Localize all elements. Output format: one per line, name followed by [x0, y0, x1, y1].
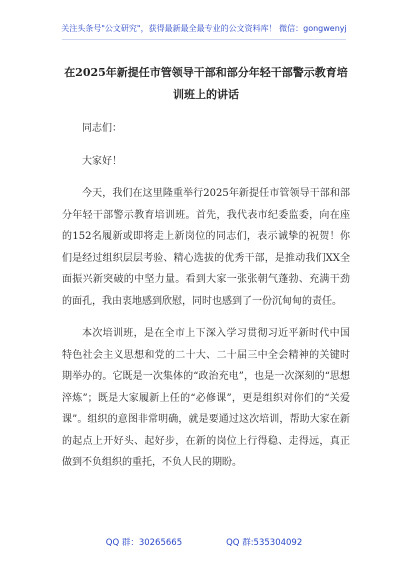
greeting-hello: 大家好！	[82, 155, 122, 167]
header-banner-text: 关注头条号"公文研究"，获得最新最全最专业的公文资料库！ 微信：gongwenyj	[61, 24, 347, 33]
body-paragraph: 本次培训班，是在全市上下深入学习贯彻习近平新时代中国特色社会主义思想和党的二十大、二十届三中全会精神的关键时期举办的。它既是一次集体的“政治充电”，也是一次深刻的“思想淬炼”；既是大家履新上任的“必修课”，更是组织对你们的“关爱课”。组织的意图非常明确，就是要通过这次培训，帮助大家在新的起点上开好头、起好步，在新的岗位上行得稳、走得远，真正做到不负组织的重托，不负人民的期盼。	[62, 328, 350, 468]
footer-qq-group-1: QQ 群：30265665	[105, 538, 183, 548]
greeting-salutation: 同志们：	[82, 123, 122, 134]
header-divider	[62, 39, 346, 40]
footer-qq-group-2: QQ 群:535304092	[226, 538, 303, 548]
footer	[0, 536, 408, 550]
document-body	[62, 118, 350, 474]
header-banner	[40, 22, 368, 44]
body-paragraph: 今天，我们在这里隆重举行2025年新提任市管领导干部和部分年轻干部警示教育培训班。首先，我代表市纪委监委，向在座的152名履新或即将走上新岗位的同志们，表示诚挚的祝贺！你们是经过组织层层考验、精心选拔的优秀干部，是推动我们XX全面振兴新突破的中坚力量。看到大家一张张朝气蓬勃、充满干劲的面孔，我由衷地感到欣慰，同时也感到了一份沉甸甸的责任。	[62, 188, 350, 307]
document-title: 在2025年新提任市管领导干部和部分年轻干部警示教育培训班上的讲话	[64, 66, 348, 101]
